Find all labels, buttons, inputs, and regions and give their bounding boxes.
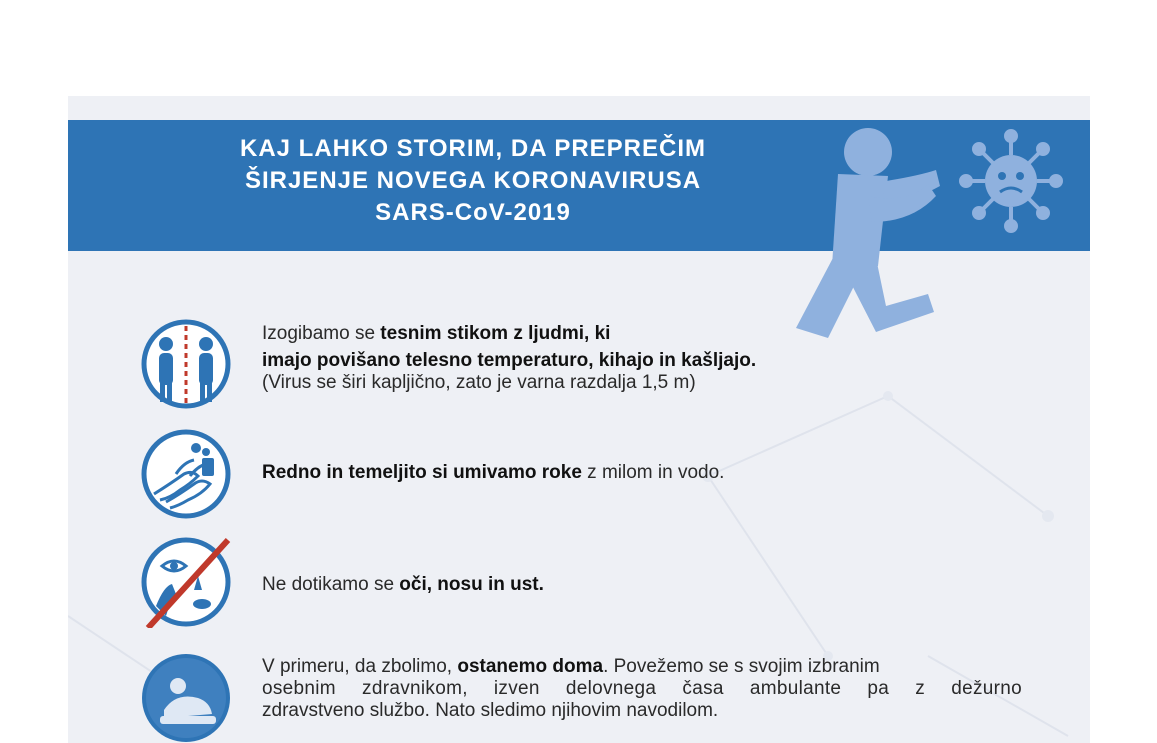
item-1-line-1-bold: tesnim stikom z ljudmi, ki bbox=[380, 323, 611, 344]
item-1-line-3: (Virus se širi kapljično, zato je varna razdalja 1,5 m) bbox=[262, 372, 696, 393]
hand-washing-icon bbox=[140, 428, 232, 520]
item-4-line-1-rest: . Povežemo se s svojim izbranim bbox=[603, 656, 880, 677]
no-face-touch-icon bbox=[140, 536, 232, 628]
item-4-line-3: zdravstveno službo. Nato sledimo njihovim navodilom. bbox=[262, 700, 719, 721]
poster-title bbox=[188, 133, 758, 229]
item-4-line-2: osebnim zdravnikom, izven delovnega časa ambulante pa z dežurno bbox=[262, 678, 1022, 699]
item-2-regular: z milom in vodo. bbox=[581, 462, 725, 483]
title-line-1: KAJ LAHKO STORIM, DA PREPREČIM bbox=[239, 135, 707, 162]
item-2-text bbox=[262, 462, 724, 484]
item-3-text bbox=[262, 574, 544, 596]
item-1-line-2-bold: imajo povišano telesno temperaturo, kihajo in kašljajo. bbox=[262, 350, 757, 371]
sneezing-person-icon bbox=[768, 126, 968, 346]
virus-icon bbox=[956, 126, 1066, 236]
item-1-line-1-regular: Izogibamo se bbox=[262, 323, 381, 344]
item-3-bold: oči, nosu in ust. bbox=[399, 574, 544, 595]
poster bbox=[68, 96, 1090, 743]
stay-home-icon bbox=[140, 652, 232, 743]
item-4-line-1-regular: V primeru, da zbolimo, bbox=[262, 656, 458, 677]
item-2-bold: Redno in temeljito si umivamo roke bbox=[262, 462, 582, 483]
title-line-3: SARS-CoV-2019 bbox=[375, 199, 571, 226]
item-3-regular: Ne dotikamo se bbox=[262, 574, 400, 595]
title-line-2: ŠIRJENJE NOVEGA KORONAVIRUSA bbox=[244, 167, 702, 194]
distance-icon bbox=[140, 318, 232, 410]
item-4-line-1-bold: ostanemo doma bbox=[457, 656, 604, 677]
item-4-text bbox=[262, 656, 1022, 722]
item-1-text bbox=[262, 323, 756, 394]
